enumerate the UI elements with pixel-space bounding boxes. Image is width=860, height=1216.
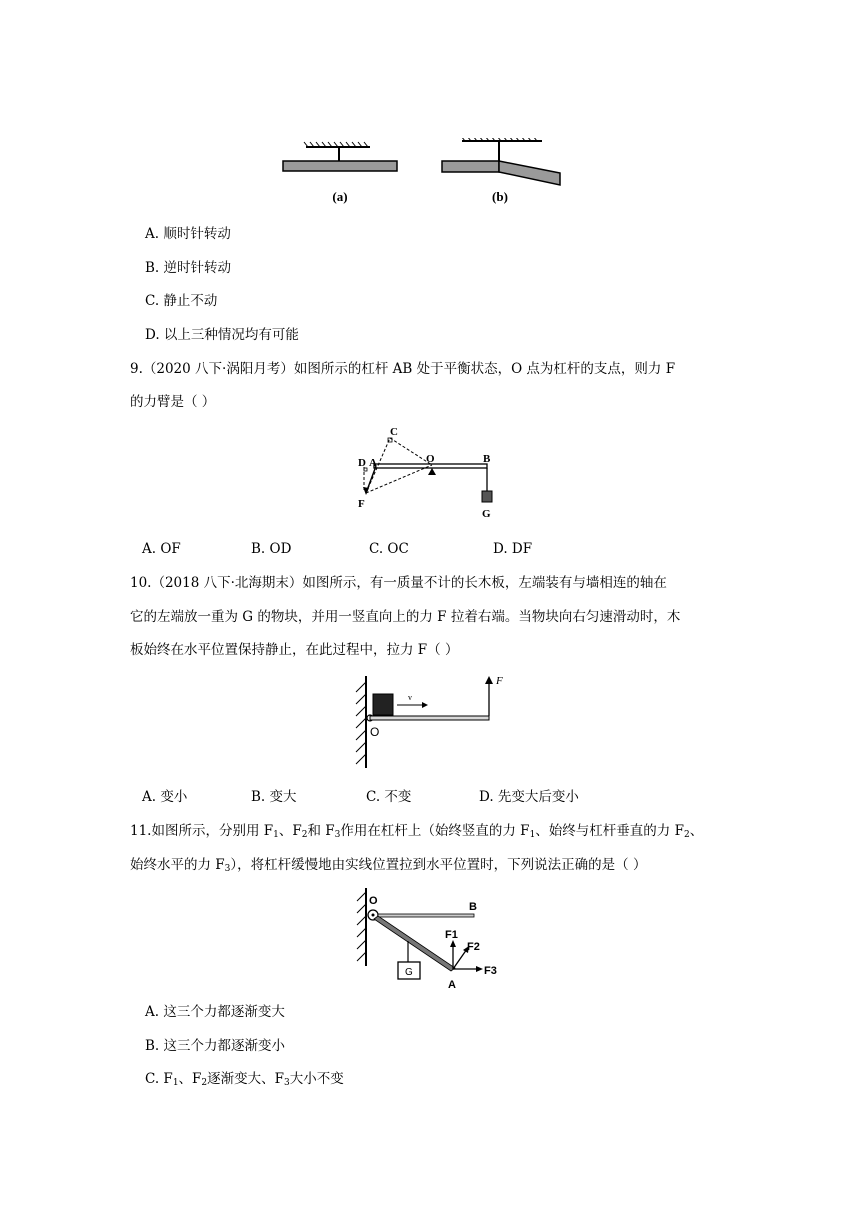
q9-option-a[interactable]: A. OF — [142, 541, 181, 557]
q9-label-g: G — [482, 508, 491, 520]
q10-label-f: F — [496, 675, 503, 687]
q9-option-b[interactable]: B. OD — [251, 541, 292, 557]
q10-figure — [350, 672, 515, 772]
q10-board-diagram — [350, 672, 515, 772]
q10-option-a[interactable]: A. 变小 — [142, 789, 188, 805]
q10-label-v: v — [408, 693, 412, 702]
q8-option-b[interactable]: B. 逆时针转动 — [145, 260, 232, 276]
q10-options — [0, 787, 860, 807]
q10-option-b[interactable]: B. 变大 — [251, 789, 297, 805]
q9-label-o: O — [426, 453, 435, 465]
q9-label-f: F — [358, 498, 365, 510]
q11-label-a: A — [448, 979, 456, 991]
q9-stem-line1: 9.（2020 八下·涡阳月考）如图所示的杠杆 AB 处于平衡状态，O 点为杠杆的支点，则力 F — [130, 361, 676, 377]
q11-lever-diagram — [352, 886, 512, 994]
q9-lever-diagram — [350, 425, 510, 520]
q11-label-b: B — [469, 901, 477, 913]
q9-option-d[interactable]: D. DF — [493, 541, 533, 557]
q11-stem-line1: 11.如图所示，分别用 $F_1$、$F_2$和 $F_3$作用在杠杆上（始终竖直的力 $F_1$、始终与杠杆垂直的力 $F_2$、 — [130, 823, 704, 840]
q11-figure — [352, 886, 512, 994]
q10-stem-line2: 它的左端放一重为 G 的物块，并用一竖直向上的力 F 拉着右端。当物块向右匀速滑动时，木 — [130, 609, 681, 625]
q9-option-c[interactable]: C. OC — [369, 541, 409, 557]
q11-label-f1: F1 — [445, 929, 458, 941]
q11-option-b[interactable]: B. 这三个力都逐渐变小 — [145, 1038, 286, 1054]
q10-stem-line1: 10.（2018 八下·北海期末）如图所示，有一质量不计的长木板，左端装有与墙相连的轴在 — [130, 575, 667, 591]
q8-option-a[interactable]: A. 顺时针转动 — [145, 226, 231, 242]
q10-stem-line3: 板始终在水平位置保持静止，在此过程中，拉力 F（ ） — [130, 642, 459, 658]
q9-label-d: D — [358, 457, 366, 469]
q11-label-f2: F2 — [467, 941, 480, 953]
q10-option-d[interactable]: D. 先变大后变小 — [479, 789, 579, 805]
q9-stem-line2: 的力臂是（ ） — [130, 394, 216, 410]
q8-figure — [278, 138, 568, 208]
q9-figure — [350, 425, 510, 520]
q9-options — [0, 539, 860, 559]
q9-label-c: C — [390, 426, 398, 438]
q11-label-g: G — [405, 967, 413, 978]
q10-label-o: O — [370, 725, 380, 739]
q11-option-c[interactable]: C. $F_1$、$F_2$逐渐变大、$F_3$大小不变 — [145, 1071, 344, 1088]
q11-label-f3: F3 — [484, 965, 497, 977]
q8-label-b: (b) — [492, 189, 508, 204]
q11-option-a[interactable]: A. 这三个力都逐渐变大 — [145, 1004, 285, 1020]
q11-stem-line2: 始终水平的力 $F_3$），将杠杆缓慢地由实线位置拉到水平位置时，下列说法正确的是（ ） — [130, 857, 647, 874]
q9-label-a: A — [369, 457, 377, 469]
q8-figure-svg — [278, 138, 568, 208]
q11-label-o: O — [369, 895, 378, 907]
q10-option-c[interactable]: C. 不变 — [366, 789, 412, 805]
q9-label-b: B — [483, 453, 491, 465]
q8-label-a: (a) — [332, 189, 348, 204]
q8-option-d[interactable]: D. 以上三种情况均有可能 — [145, 327, 299, 343]
q8-option-c[interactable]: C. 静止不动 — [145, 293, 218, 309]
